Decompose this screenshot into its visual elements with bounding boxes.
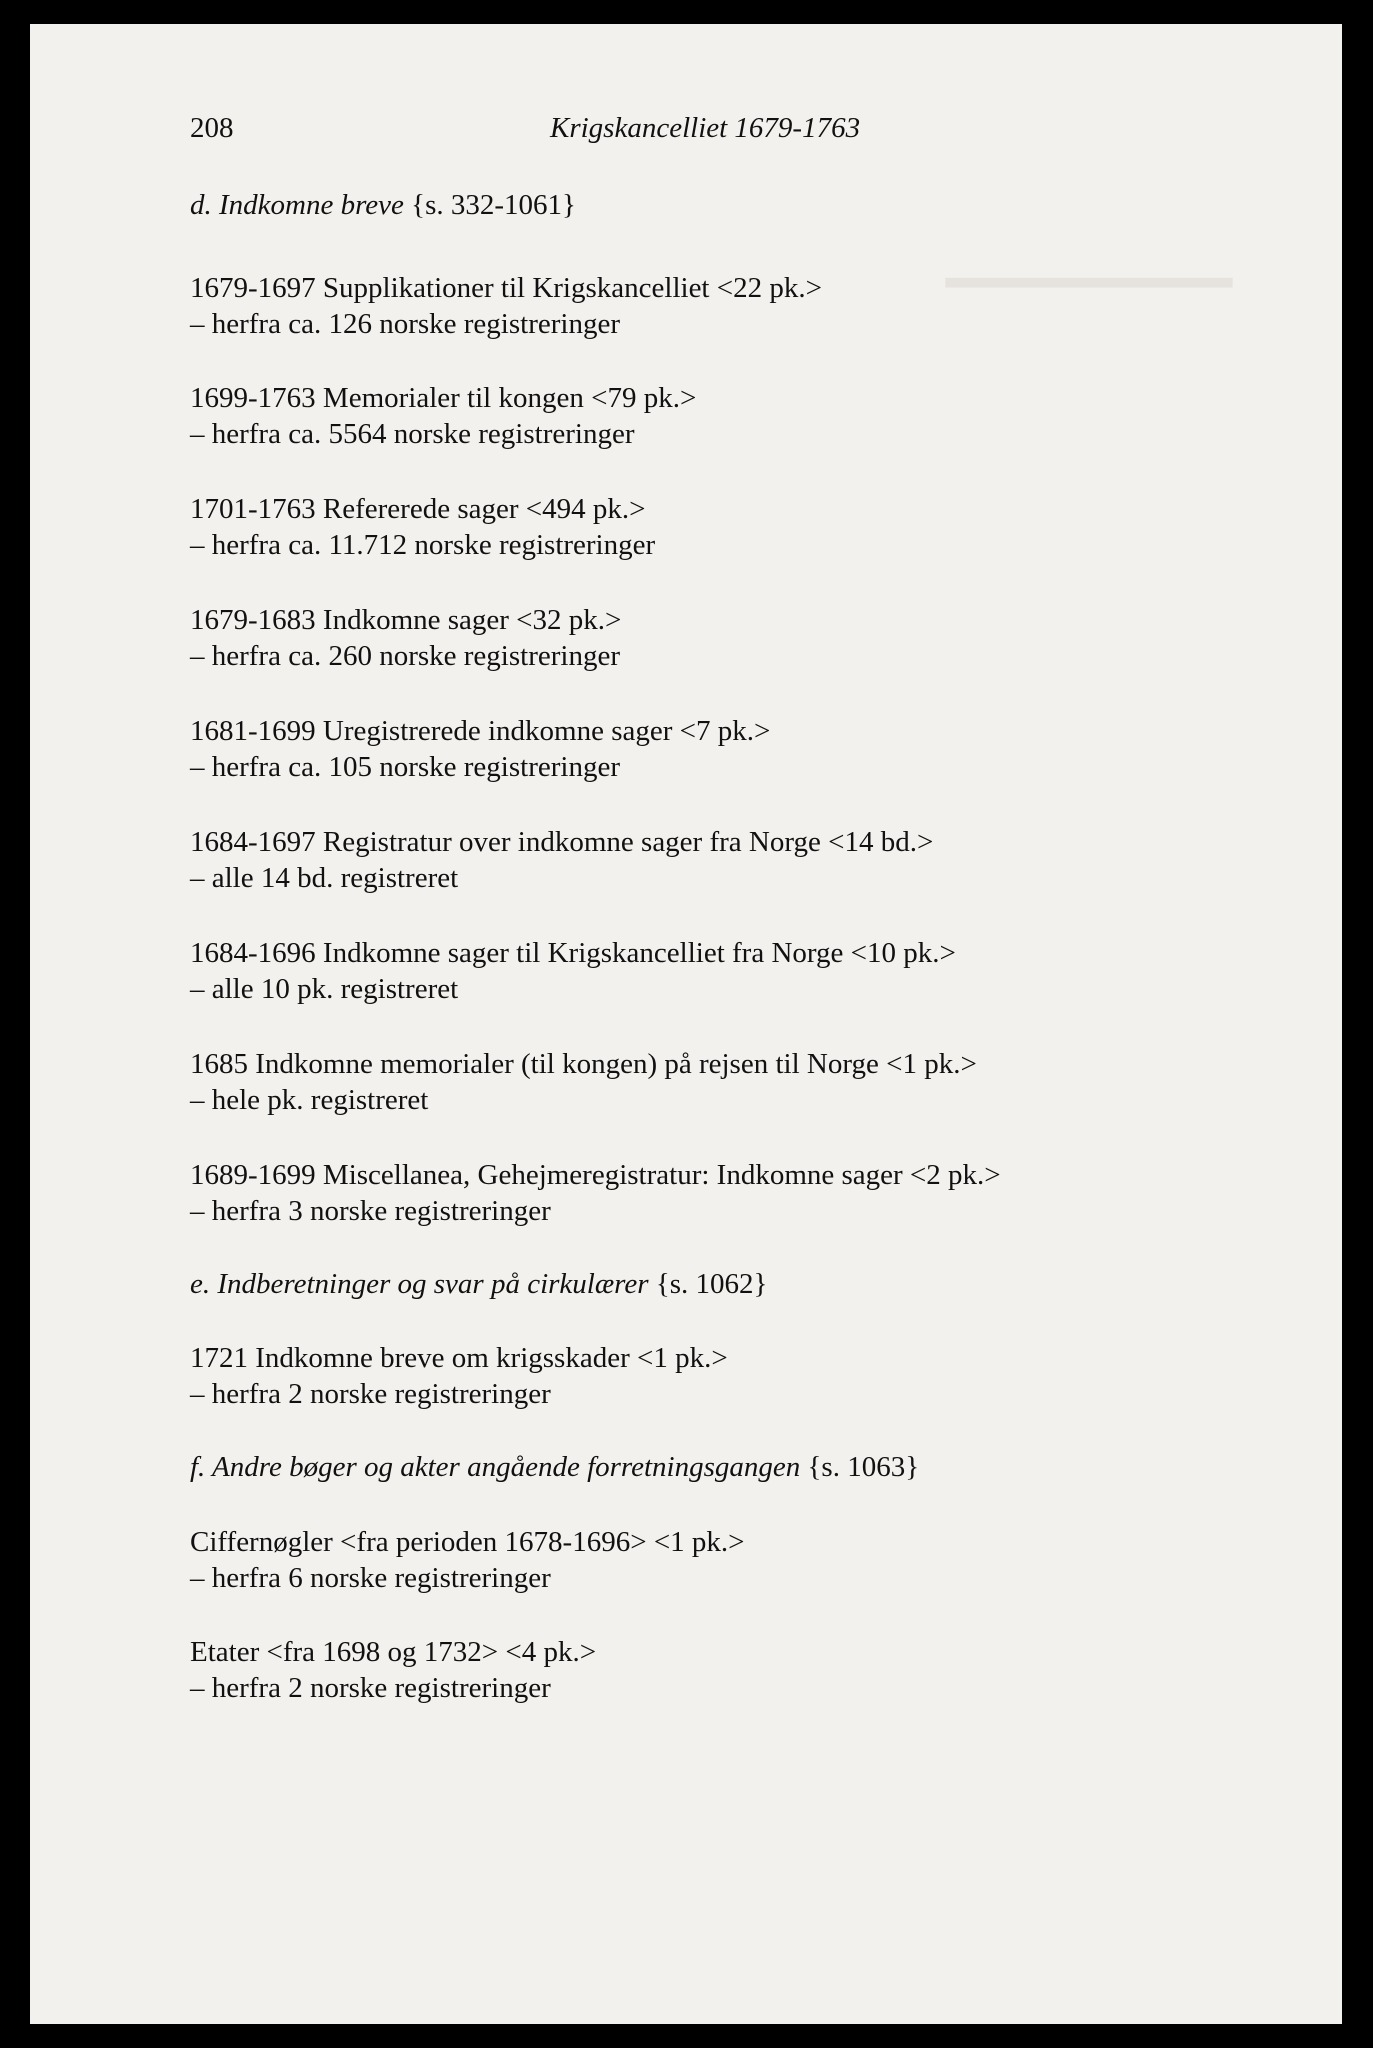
entry-note: – herfra 2 norske registreringer: [190, 1672, 551, 1704]
list-item: [190, 713, 770, 785]
section-heading-d: [190, 189, 576, 222]
list-item: [190, 270, 822, 342]
entry-title: 1681-1699 Uregistrerede indkomne sager <7 pk.>: [190, 715, 771, 747]
entry-title: 1689-1699 Miscellanea, Gehejmeregistratur: Indkomne sager <2 pk.>: [190, 1159, 1001, 1191]
list-item: [190, 380, 696, 452]
entry-title: 1701-1763 Refererede sager <494 pk.>: [190, 493, 646, 525]
entry-title: 1685 Indkomne memorialer (til kongen) på rejsen til Norge <1 pk.>: [190, 1048, 977, 1080]
entry-note: – herfra ca. 126 norske registreringer: [190, 308, 620, 340]
list-item: [190, 491, 655, 563]
entry-note: – herfra 6 norske registreringer: [190, 1562, 551, 1594]
entry-note: – alle 14 bd. registreret: [190, 862, 459, 894]
entry-title: 1699-1763 Memorialer til kongen <79 pk.>: [190, 382, 697, 414]
section-label: f. Andre bøger og akter angående forretningsgangen: [190, 1451, 801, 1483]
list-item: [190, 1524, 745, 1596]
entry-note: – herfra ca. 5564 norske registreringer: [190, 418, 635, 450]
entry-title: 1721 Indkomne breve om krigsskader <1 pk.>: [190, 1342, 728, 1374]
entry-title: Etater <fra 1698 og 1732> <4 pk.>: [190, 1636, 597, 1668]
entry-title: 1679-1697 Supplikationer til Krigskancelliet <22 pk.>: [190, 272, 822, 304]
entry-note: – herfra ca. 260 norske registreringer: [190, 640, 620, 672]
section-label: e. Indberetninger og svar på cirkulærer: [190, 1268, 649, 1300]
entry-note: – hele pk. registreret: [190, 1084, 429, 1116]
entry-note: – herfra 2 norske registreringer: [190, 1378, 551, 1410]
section-label: d. Indkomne breve: [190, 189, 404, 221]
section-heading-f: [190, 1451, 919, 1484]
entry-title: Ciffernøgler <fra perioden 1678-1696> <1 pk.>: [190, 1526, 745, 1558]
page: [30, 24, 1342, 2024]
section-ref: {s. 1063}: [807, 1451, 920, 1483]
entry-note: – herfra ca. 11.712 norske registreringer: [190, 529, 656, 561]
document-content: [30, 24, 1342, 2024]
section-ref: {s. 1062}: [655, 1268, 768, 1300]
list-item: [190, 935, 956, 1007]
list-item: [190, 1634, 596, 1706]
list-item: [190, 1340, 728, 1412]
section-heading-e: [190, 1268, 767, 1301]
bleed-through-decoration: ▁▁▁▁▁▁: [945, 218, 1232, 286]
page-number: 208: [190, 112, 234, 144]
section-ref: {s. 332-1061}: [411, 189, 576, 221]
entry-title: 1684-1696 Indkomne sager til Krigskancelliet fra Norge <10 pk.>: [190, 937, 956, 969]
list-item: [190, 1046, 977, 1118]
entry-note: – herfra 3 norske registreringer: [190, 1195, 551, 1227]
entry-title: 1684-1697 Registratur over indkomne sager fra Norge <14 bd.>: [190, 826, 934, 858]
list-item: [190, 824, 933, 896]
entry-note: – herfra ca. 105 norske registreringer: [190, 751, 620, 783]
list-item: [190, 602, 621, 674]
running-title: Krigskancelliet 1679-1763: [550, 112, 861, 144]
list-item: [190, 1157, 1001, 1229]
entry-title: 1679-1683 Indkomne sager <32 pk.>: [190, 604, 622, 636]
entry-note: – alle 10 pk. registreret: [190, 973, 459, 1005]
